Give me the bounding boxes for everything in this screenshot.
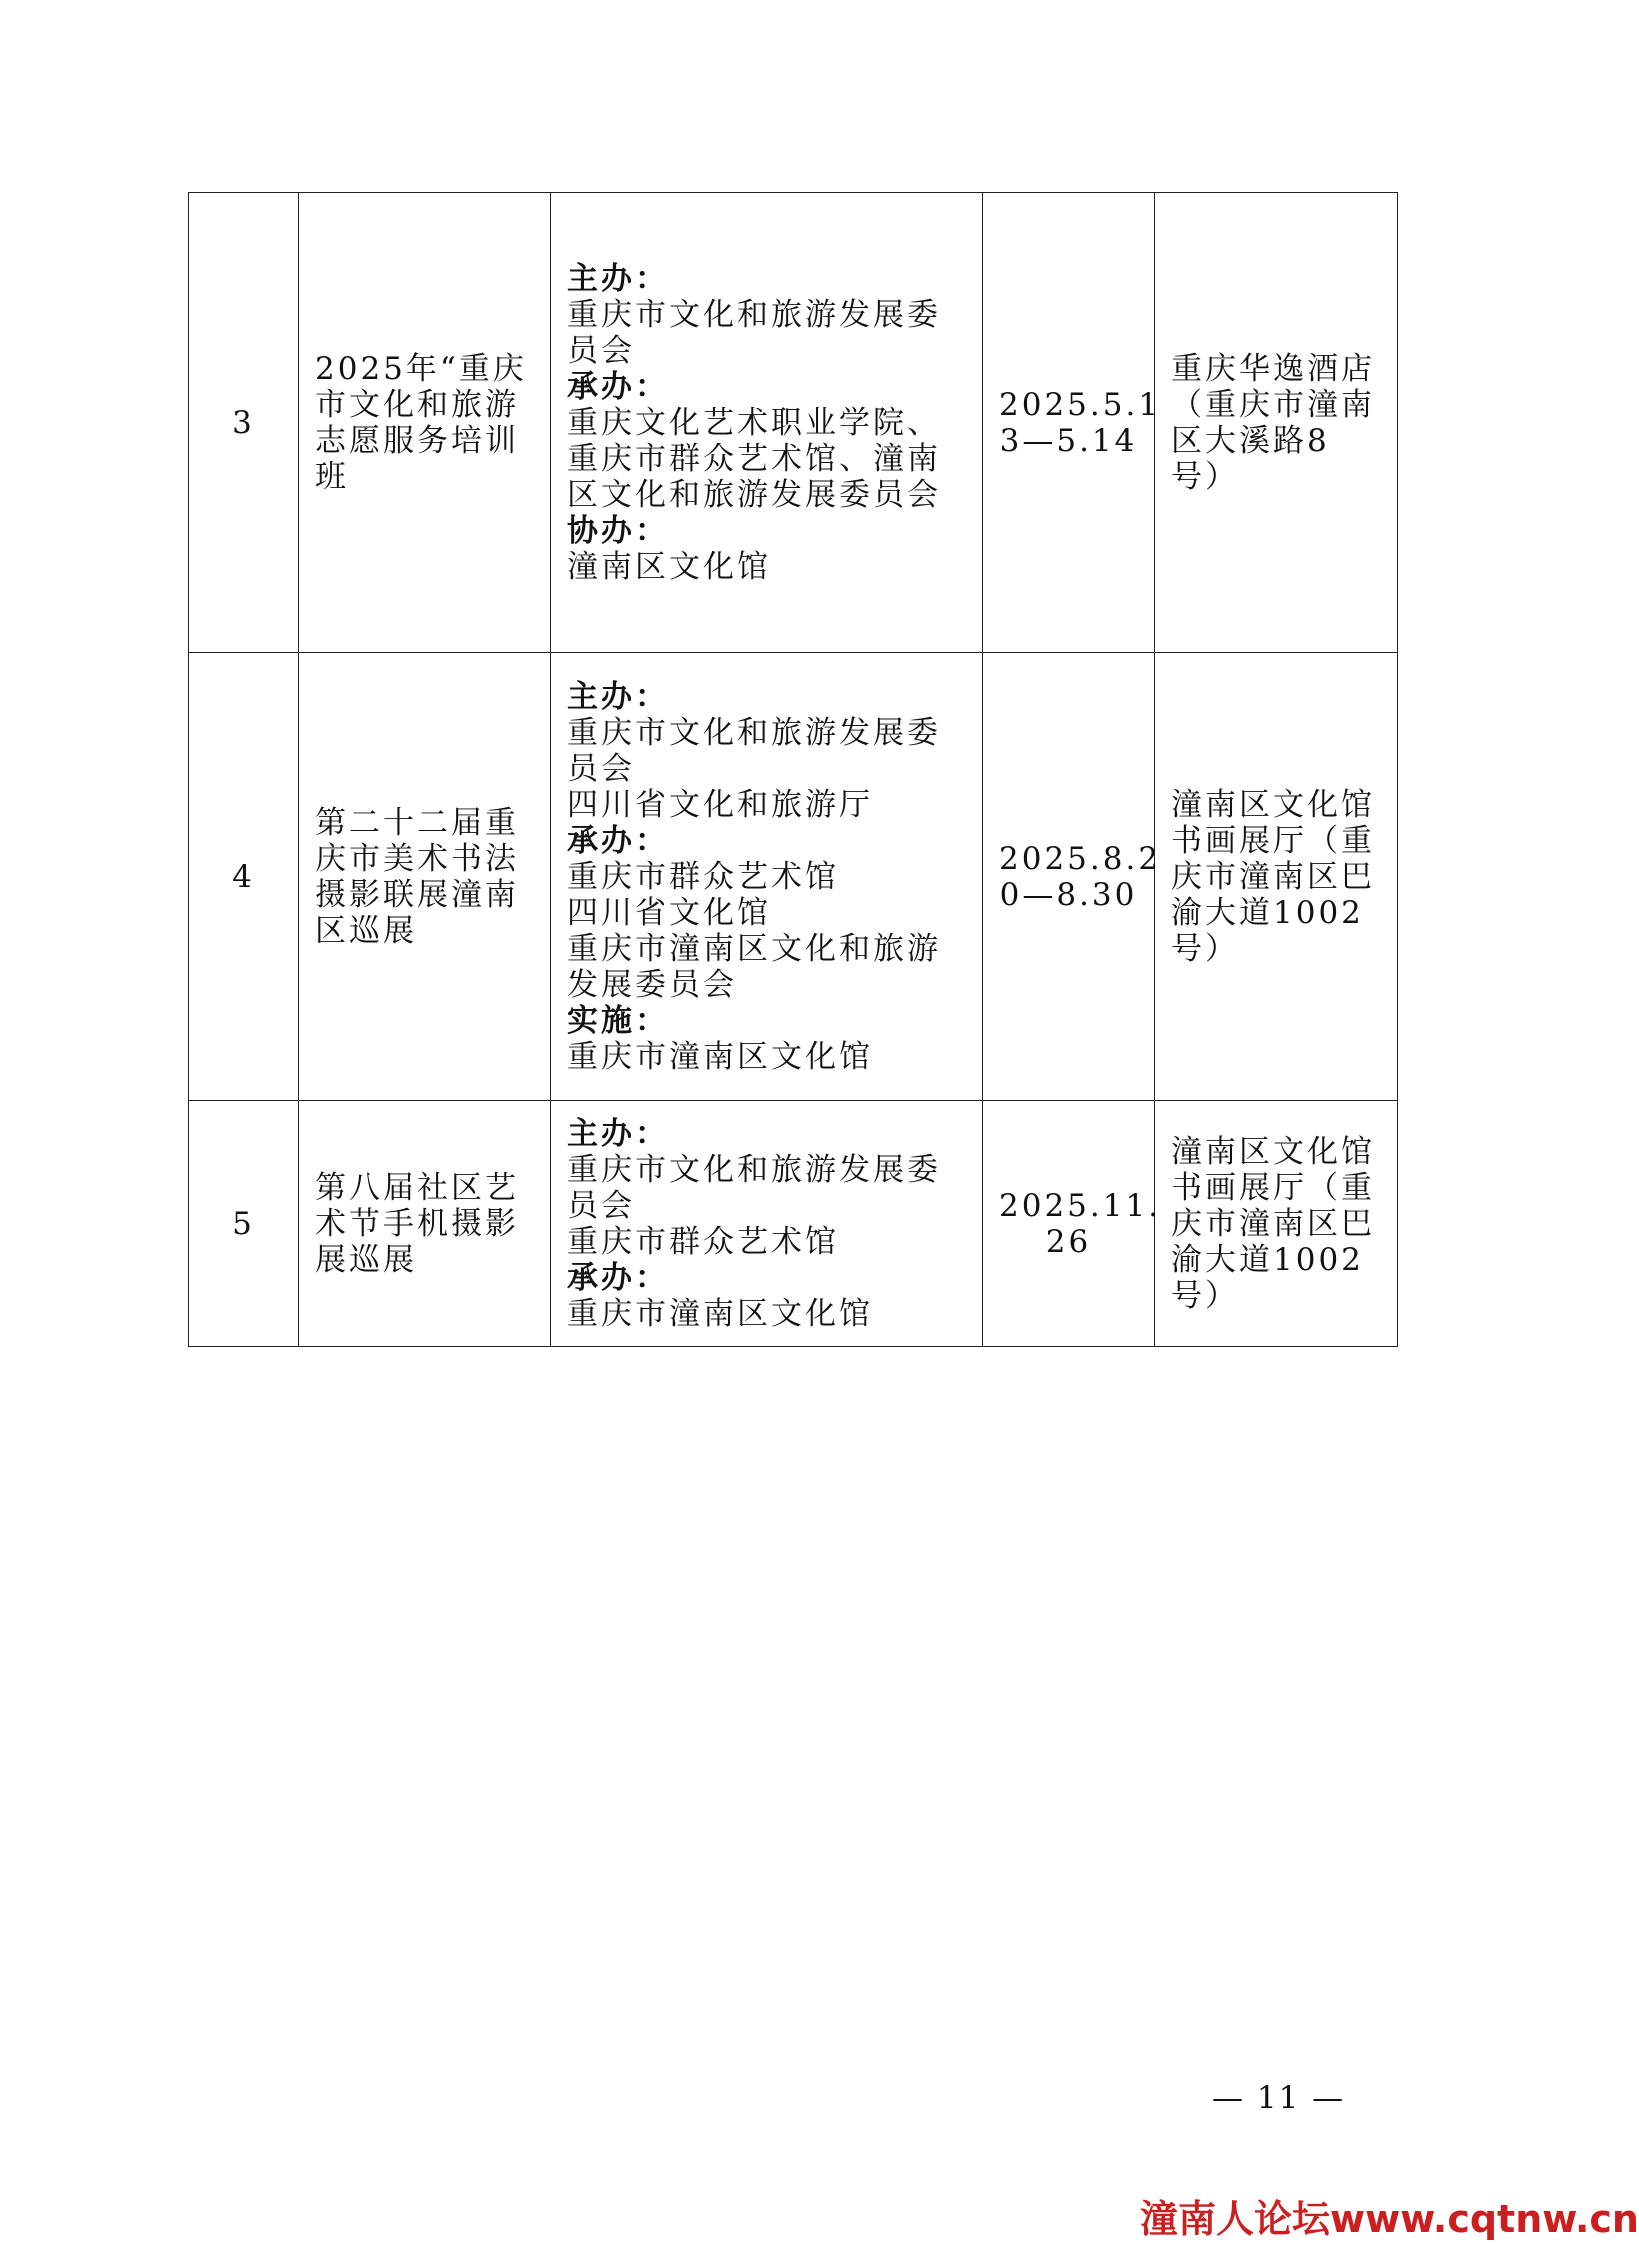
event-date <box>983 1101 1162 1347</box>
organizers-cell <box>551 653 983 1101</box>
organizer-group <box>567 513 966 585</box>
organizer-role: 实施： <box>567 1002 669 1039</box>
organizer-name: 重庆市潼南区文化馆 <box>567 1295 873 1332</box>
event-venue: 重庆华逸酒店（重庆市潼南区大溪路8号） <box>1155 193 1398 653</box>
table-row <box>189 1101 1398 1347</box>
organizer-group <box>567 679 966 823</box>
organizer-name: 重庆市潼南区文化和旅游发展委员会 <box>567 930 941 1003</box>
event-name: 第八届社区艺术节手机摄影展巡展 <box>299 1101 551 1347</box>
organizer-name: 重庆市文化和旅游发展委员会 <box>567 714 941 787</box>
row-number: 5 <box>189 1101 299 1347</box>
table-row <box>189 193 1398 653</box>
organizer-name: 四川省文化和旅游厅 <box>567 786 873 823</box>
event-date-line: 26 <box>1045 1223 1092 1260</box>
organizer-name: 重庆市文化和旅游发展委员会 <box>567 296 941 369</box>
page-number: — 11 — <box>1212 2080 1346 2116</box>
organizer-group <box>567 369 966 513</box>
table-row <box>189 653 1398 1101</box>
organizer-group <box>567 823 966 1003</box>
event-date-line: 2025.11. <box>999 1187 1162 1224</box>
organizer-role: 承办： <box>567 822 669 859</box>
organizer-name: 四川省文化馆 <box>567 894 771 931</box>
organizer-group <box>567 1260 966 1332</box>
organizer-name: 重庆市文化和旅游发展委员会 <box>567 1151 941 1224</box>
row-number: 3 <box>189 193 299 653</box>
organizer-role: 主办： <box>567 1115 669 1152</box>
event-date-line: 0—8.30 <box>999 876 1138 913</box>
event-venue: 潼南区文化馆书画展厅（重庆市潼南区巴渝大道1002号） <box>1155 1101 1398 1347</box>
event-date-line: 2025.5.1 <box>999 386 1162 423</box>
organizers-cell <box>551 193 983 653</box>
event-date-line: 3—5.14 <box>999 422 1138 459</box>
organizer-role: 承办： <box>567 1259 669 1296</box>
organizer-group <box>567 1116 966 1260</box>
event-date-line: 2025.8.2 <box>999 840 1162 877</box>
event-venue: 潼南区文化馆书画展厅（重庆市潼南区巴渝大道1002号） <box>1155 653 1398 1101</box>
organizer-name: 重庆市群众艺术馆 <box>567 1223 839 1260</box>
organizer-name: 重庆市群众艺术馆 <box>567 858 839 895</box>
organizer-role: 承办： <box>567 368 669 405</box>
organizer-name: 重庆文化艺术职业学院、重庆市群众艺术馆、潼南区文化和旅游发展委员会 <box>567 404 941 513</box>
organizer-role: 协办： <box>567 512 669 549</box>
event-table <box>188 192 1398 1347</box>
site-watermark: 潼南人论坛www.cqtnw.cn <box>1140 2197 1639 2241</box>
organizer-group <box>567 261 966 369</box>
organizer-role: 主办： <box>567 678 669 715</box>
event-date <box>983 653 1162 1101</box>
organizer-name: 潼南区文化馆 <box>567 548 771 585</box>
organizer-role: 主办： <box>567 260 669 297</box>
organizer-name: 重庆市潼南区文化馆 <box>567 1038 873 1075</box>
organizers-cell <box>551 1101 983 1347</box>
event-name: 2025年“重庆市文化和旅游志愿服务培训班 <box>299 193 551 653</box>
event-name: 第二十二届重庆市美术书法摄影联展潼南区巡展 <box>299 653 551 1101</box>
row-number: 4 <box>189 653 299 1101</box>
organizer-group <box>567 1003 966 1075</box>
event-date <box>983 193 1162 653</box>
